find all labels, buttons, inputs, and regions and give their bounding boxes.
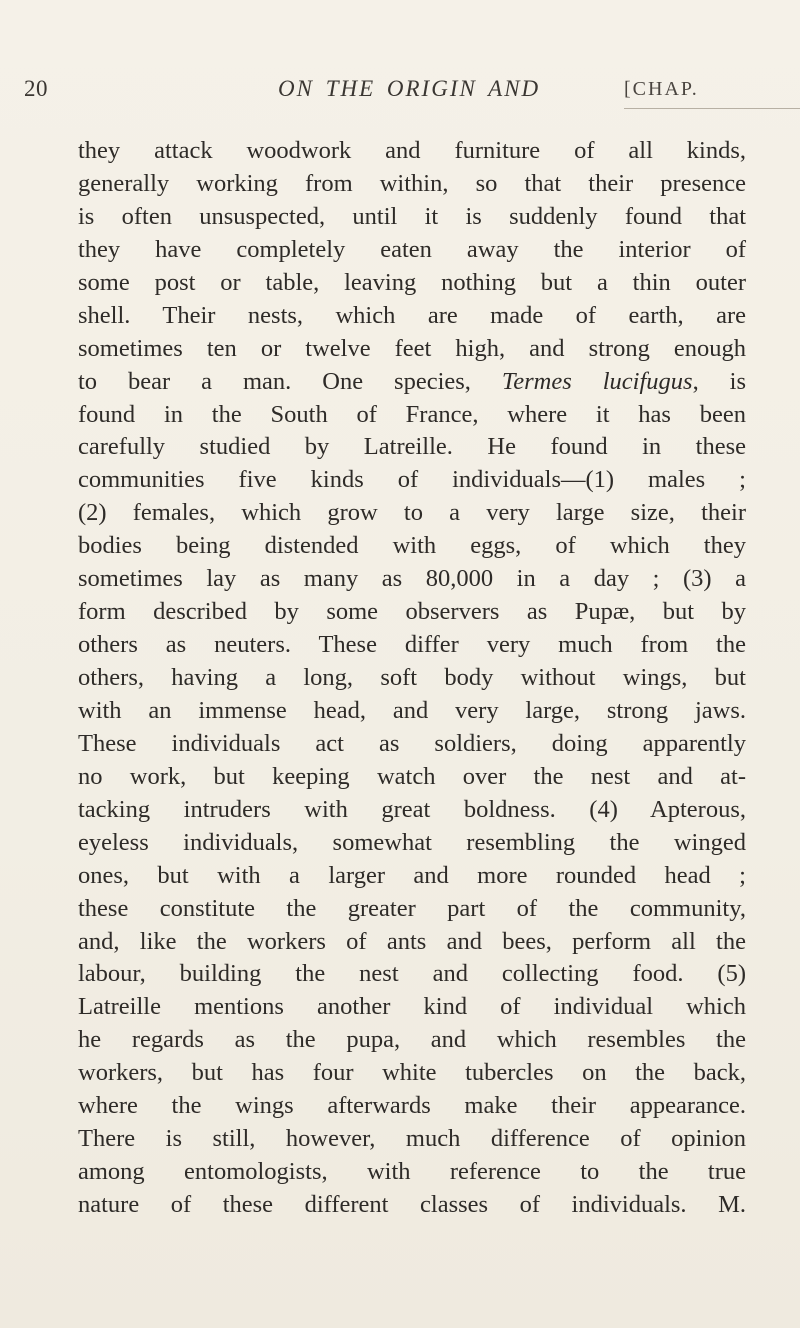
text-line: is often unsuspected, until it is suddenly found that xyxy=(78,202,746,230)
body-paragraph xyxy=(78,135,746,1222)
text-line: they have completely eaten away the interior of xyxy=(78,235,746,263)
text-line: generally working from within, so that their presence xyxy=(78,169,746,197)
text-line: bodies being distended with eggs, of which they xyxy=(78,532,746,560)
text-line: he regards as the pupa, and which resembles the xyxy=(78,1026,746,1054)
page-number: 20 xyxy=(24,76,48,101)
header-rule xyxy=(624,108,800,109)
text-line: labour, building the nest and collecting food. (5) xyxy=(78,960,746,988)
text-segment: , is xyxy=(692,367,746,395)
text-line: There is still, however, much difference of opinion xyxy=(78,1125,746,1153)
text-line: found in the South of France, where it has been xyxy=(78,400,746,428)
text-line: form described by some observers as Pupæ, but by xyxy=(78,598,746,626)
text-segment: to bear a man. One species, xyxy=(78,367,502,395)
text-line: no work, but keeping watch over the nest and at- xyxy=(78,762,746,790)
text-line: (2) females, which grow to a very large size, their xyxy=(78,499,746,527)
page-header xyxy=(24,76,796,106)
running-head: ON THE ORIGIN AND xyxy=(278,76,541,101)
text-line: tacking intruders with great boldness. (4) Apterous, xyxy=(78,795,746,823)
text-line: workers, but has four white tubercles on the back, xyxy=(78,1059,746,1087)
chapter-mark: [CHAP. xyxy=(624,78,699,100)
text-line: they attack woodwork and furniture of all kinds, xyxy=(78,137,746,164)
text-line: and, like the workers of ants and bees, perform all the xyxy=(78,927,746,955)
text-line: sometimes ten or twelve feet high, and strong enough xyxy=(78,334,746,362)
text-line: carefully studied by Latreille. He found in these xyxy=(78,433,746,461)
text-line: communities five kinds of individuals—(1) males ; xyxy=(78,466,746,494)
text-line-species xyxy=(78,366,746,399)
text-line: eyeless individuals, somewhat resembling the winged xyxy=(78,828,746,856)
species-name: Termes lucifugus xyxy=(501,367,693,395)
text-line: ones, but with a larger and more rounded head ; xyxy=(78,861,746,889)
text-line: sometimes lay as many as 80,000 in a day ; (3) a xyxy=(78,565,746,593)
text-line: these constitute the greater part of the community, xyxy=(78,894,746,922)
text-line: others as neuters. These differ very much from the xyxy=(78,631,746,659)
text-line: These individuals act as soldiers, doing apparently xyxy=(78,729,746,757)
text-line: where the wings afterwards make their appearance. xyxy=(78,1092,746,1120)
text-line: with an immense head, and very large, strong jaws. xyxy=(78,696,746,724)
text-line: shell. Their nests, which are made of earth, are xyxy=(78,301,746,329)
text-line: nature of these different classes of individuals. M. xyxy=(78,1191,746,1218)
text-line: others, having a long, soft body without wings, but xyxy=(78,664,746,691)
text-line: Latreille mentions another kind of individual which xyxy=(78,993,746,1021)
text-line: some post or table, leaving nothing but a thin outer xyxy=(78,268,746,296)
text-line: among entomologists, with reference to the true xyxy=(78,1158,746,1186)
